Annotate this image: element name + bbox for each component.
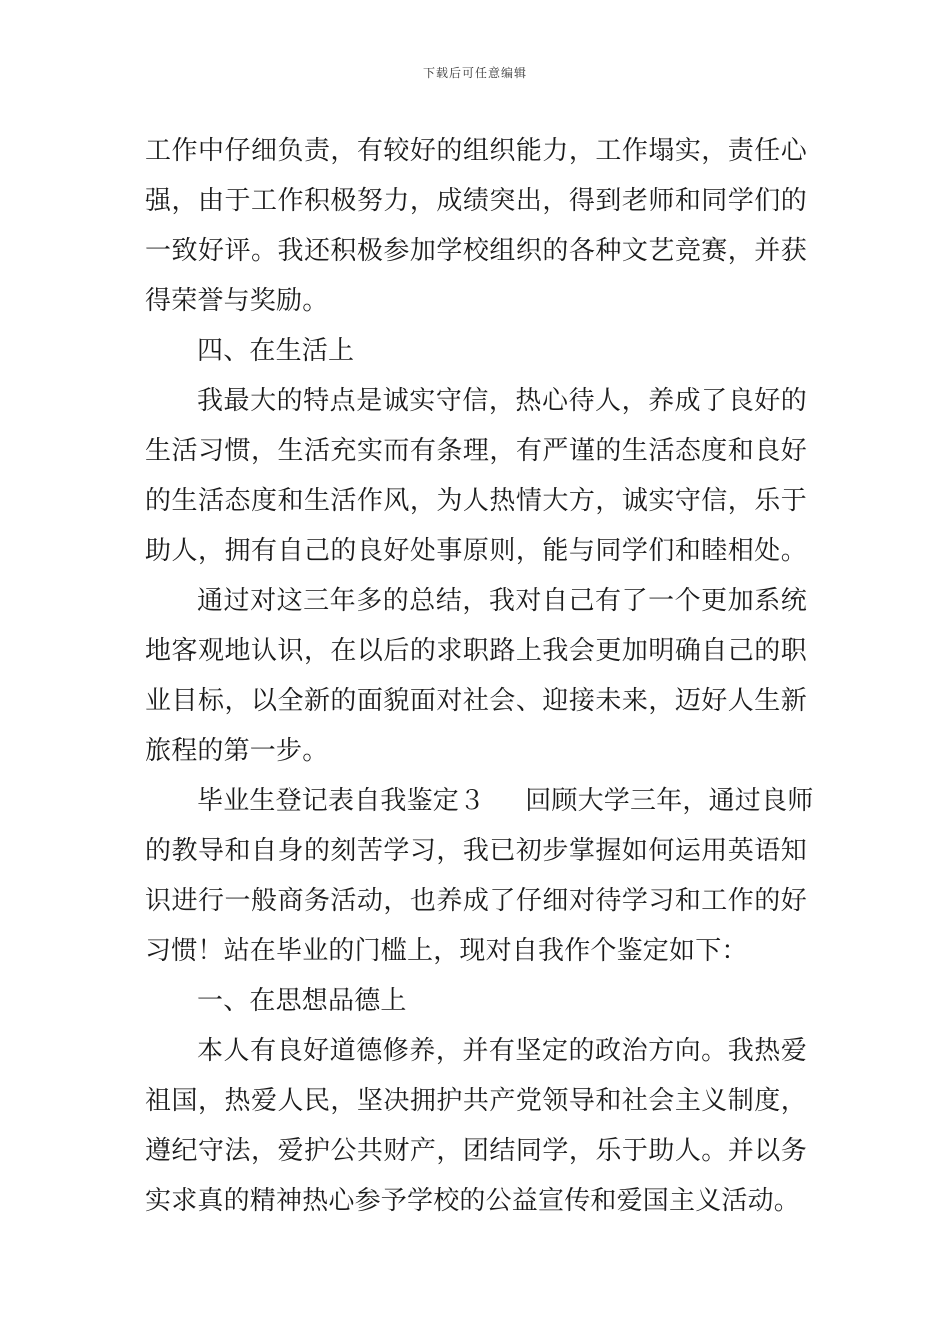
section-heading: 四、在生活上 xyxy=(197,336,355,366)
text-line: 得荣誉与奖励。 xyxy=(145,286,329,316)
text-line xyxy=(145,776,814,826)
section-heading: 一、在思想品德上 xyxy=(197,986,407,1016)
text-line: 习惯！站在毕业的门槛上，现对自我作个鉴定如下： xyxy=(145,936,748,966)
section-title: 毕业生登记表自我鉴定３ xyxy=(197,786,486,816)
text-line: 地客观地认识，在以后的求职路上我会更加明确自己的职 xyxy=(145,636,807,666)
page-header: 下载后可任意编辑 xyxy=(422,66,527,80)
document-body xyxy=(145,126,814,1226)
text-line: 助人，拥有自己的良好处事原则，能与同学们和睦相处。 xyxy=(145,536,807,566)
text-line: 识进行一般商务活动，也养成了仔细对待学习和工作的好 xyxy=(145,886,807,916)
text-line: 祖国，热爱人民，坚决拥护共产党领导和社会主义制度， xyxy=(145,1086,807,1116)
text-segment: 回顾大学三年，通过良师 xyxy=(525,786,814,816)
text-line: 遵纪守法，爱护公共财产，团结同学，乐于助人。并以务 xyxy=(145,1136,807,1166)
text-line: 的生活态度和生活作风，为人热情大方，诚实守信，乐于 xyxy=(145,486,807,516)
text-line: 工作中仔细负责，有较好的组织能力，工作塌实，责任心 xyxy=(145,136,807,166)
text-line: 我最大的特点是诚实守信，热心待人，养成了良好的 xyxy=(197,386,807,416)
text-line: 本人有良好道德修养，并有坚定的政治方向。我热爱 xyxy=(197,1036,807,1066)
text-line: 实求真的精神热心参予学校的公益宣传和爱国主义活动。 xyxy=(145,1186,801,1216)
text-line: 生活习惯，生活充实而有条理，有严谨的生活态度和良好 xyxy=(145,436,807,466)
text-line: 强，由于工作积极努力，成绩突出，得到老师和同学们的 xyxy=(145,186,807,216)
text-line: 通过对这三年多的总结，我对自己有了一个更加系统 xyxy=(197,586,807,616)
text-line: 旅程的第一步。 xyxy=(145,736,329,766)
text-line: 业目标，以全新的面貌面对社会、迎接未来，迈好人生新 xyxy=(145,686,807,716)
text-line: 一致好评。我还积极参加学校组织的各种文艺竞赛，并获 xyxy=(145,236,807,266)
text-line: 的教导和自身的刻苦学习，我已初步掌握如何运用英语知 xyxy=(145,836,807,866)
